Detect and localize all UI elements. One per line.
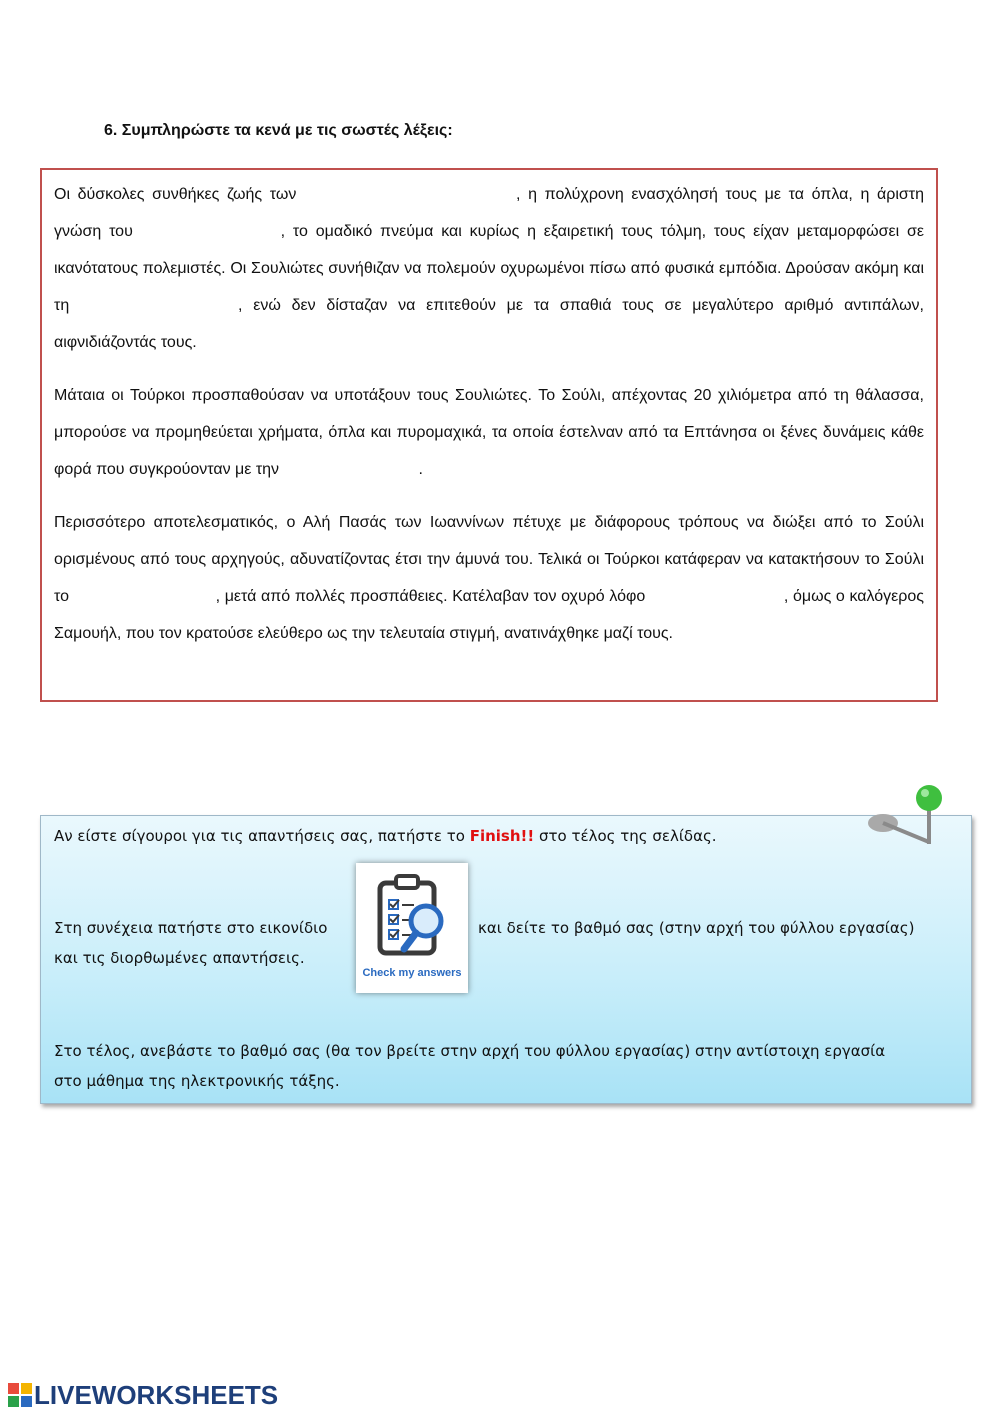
- p3-text-3: , όμως ο καλόγερος Σαμουήλ, που τον κρατούσε ελεύθερο ως την τελευταία στιγμή, ανατινάχθηκε μαζί τους.: [54, 588, 924, 642]
- paragraph-1: [54, 176, 924, 361]
- check-my-answers-label: Check my answers: [362, 967, 462, 979]
- blank-5-input[interactable]: [74, 586, 216, 608]
- instruction-line-3: και τις διορθωμένες απαντήσεις.: [54, 949, 305, 967]
- p2-text-2: .: [418, 461, 423, 478]
- p1-text-4: , ενώ δεν δίσταζαν να επιτεθούν με τα σπαθιά τους σε μεγαλύτερο αριθμό αντιπάλων, αιφνιδιάζοντάς τους.: [54, 297, 925, 351]
- liveworksheets-logo: [8, 1381, 278, 1409]
- p1-text-2: , η πολύχρονη ενασχόλησή τους με τα όπλα, η άριστη γνώση του: [54, 186, 925, 240]
- exercise-text-box: [40, 168, 938, 702]
- blank-4-input[interactable]: [284, 459, 419, 481]
- paragraph-3: [54, 504, 924, 652]
- blank-6-input[interactable]: [650, 586, 784, 608]
- p3-text-2: , μετά από πολλές προσπάθειες. Κατέλαβαν τον οχυρό λόφο: [215, 588, 650, 605]
- instructions-box: [40, 815, 972, 1104]
- blank-3-input[interactable]: [80, 295, 238, 317]
- p1-text-3: , το ομαδικό πνεύμα και κυρίως η εξαιρετική τους τόλμη, τους είχαν μεταμορφώσει σε ικανότατους πολεμιστές. Οι Σουλιώτες συνήθιζαν να πολεμούν οχυρωμένοι πίσω από φυσικά εμπόδια. Δρούσαν ακόμη και τη: [54, 223, 924, 314]
- check-my-answers-button[interactable]: [356, 863, 468, 993]
- logo-text: LIVEWORKSHEETS: [34, 1379, 279, 1410]
- push-pin-icon: [865, 782, 950, 852]
- logo-blocks-icon: [8, 1383, 32, 1407]
- blank-2-input[interactable]: [141, 221, 281, 243]
- instruction-text: στο τέλος της σελίδας.: [534, 827, 717, 845]
- p2-text-1: Μάταια οι Τούρκοι προσπαθούσαν να υποτάξουν τους Σουλιώτες. Το Σούλι, απέχοντας 20 χιλιόμετρα από τη θάλασσα, μπορούσε να προμηθεύεται χρήματα, όπλα και πυρομαχικά, τα οποία έστελναν από τα Επτάνησα οι ξένες δυνάμεις κάθε φορά που συγκρούονταν με την: [54, 387, 924, 478]
- paragraph-2: [54, 377, 924, 488]
- clipboard-magnifier-icon: [356, 863, 468, 967]
- instruction-text: Αν είστε σίγουροι για τις απαντήσεις σας, πατήστε το: [54, 827, 470, 845]
- instruction-line-5: στο μάθημα της ηλεκτρονικής τάξης.: [54, 1072, 340, 1090]
- p3-text-1: Περισσότερο αποτελεσματικός, ο Αλή Πασάς των Ιωαννίνων πέτυχε με διάφορους τρόπους να διώξει από το Σούλι ορισμένους από τους αρχηγούς, αδυνατίζοντας έτσι την άμυνά του. Τελικά οι Τούρκοι κατάφεραν να κατακτήσουν το Σούλι το: [54, 514, 924, 605]
- instruction-line-2b: και δείτε το βαθμό σας (στην αρχή του φύλλου εργασίας): [478, 919, 915, 937]
- p1-text-1: Οι δύσκολες συνθήκες ζωής των: [54, 186, 304, 203]
- instruction-line-4: Στο τέλος, ανεβάστε το βαθμό σας (θα τον βρείτε στην αρχή του φύλλου εργασίας) στην αντίστοιχη εργασία: [54, 1042, 886, 1060]
- instruction-line-1: [54, 821, 717, 851]
- finish-highlight: Finish!!: [469, 827, 535, 845]
- blank-1-input[interactable]: [304, 184, 516, 206]
- exercise-heading: 6. Συμπληρώστε τα κενά με τις σωστές λέξεις:: [104, 122, 453, 139]
- instruction-line-2a: Στη συνέχεια πατήστε στο εικονίδιο: [54, 919, 328, 937]
